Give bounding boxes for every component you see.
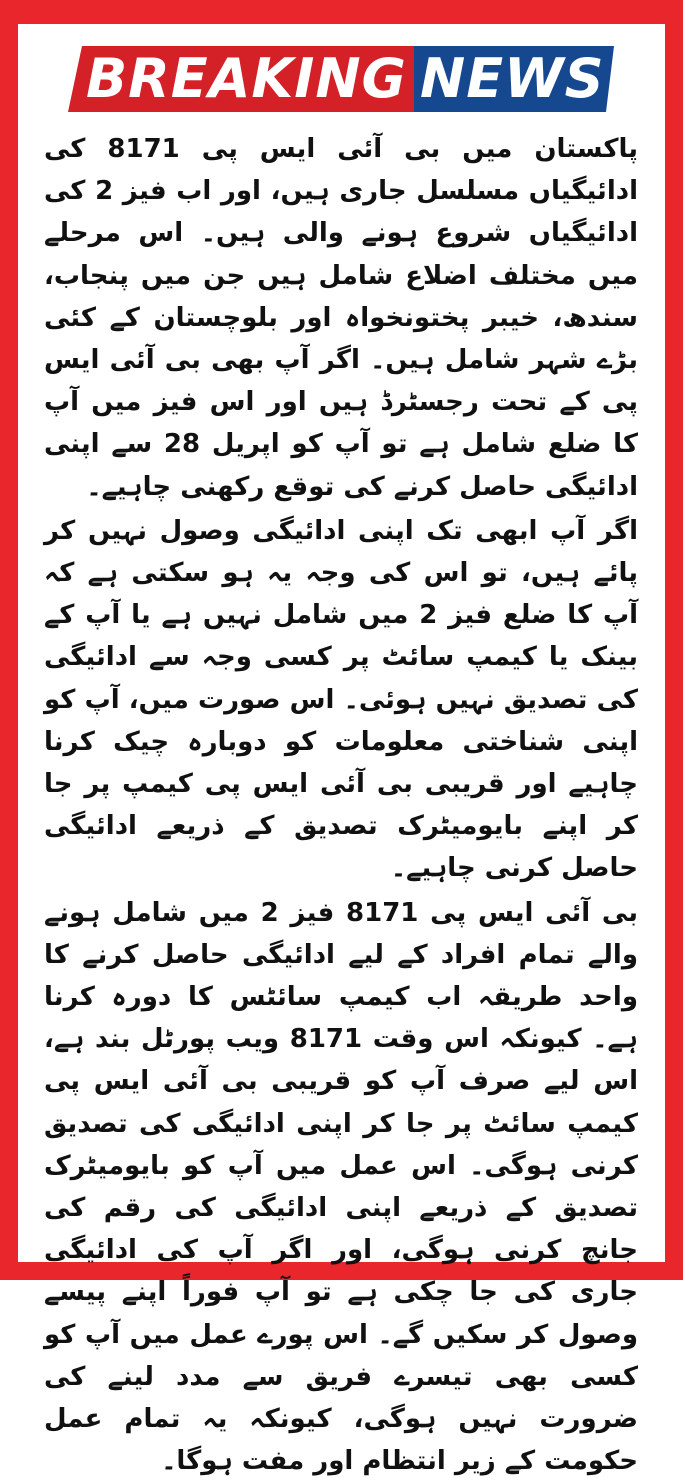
article-body — [44, 128, 639, 1477]
article-paragraph-2: اگر آپ ابھی تک اپنی ادائیگی وصول نہیں کر پائے ہیں، تو اس کی وجہ یہ ہو سکتی ہے کہ آپ کا ضلع فیز 2 میں شامل نہیں ہے یا آپ کے بینک یا کیمپ سائٹ پر کسی وجہ سے ادائیگی کی تصدیق نہیں ہوئی۔ اس صورت میں، آپ کو اپنی شناختی معلومات کو دوبارہ چیک کرنا چاہیے اور قریبی بی آئی ایس پی کیمپ پر جا کر اپنے بایومیٹرک تصدیق کے ذریعے ادائیگی حاصل کرنی چاہیے۔ — [44, 515, 638, 884]
breaking-news-banner — [68, 46, 614, 112]
article-paragraph-3: بی آئی ایس پی 8171 فیز 2 میں شامل ہونے والے تمام افراد کے لیے ادائیگی حاصل کرنے کا واحد طریقہ اب کیمپ سائٹس کا دورہ کرنا ہے۔ کیونکہ اس وقت 8171 ویب پورٹل بند ہے، اس لیے صرف آپ کو قریبی بی آئی ایس پی کیمپ سائٹ پر جا کر اپنی ادائیگی کی تصدیق کرنی ہوگی۔ اس عمل میں آپ کو بایومیٹرک تصدیق کے ذریعے اپنی ادائیگی کی رقم کی جانچ کرنی ہوگی، اور اگر آپ کی ادائیگی جاری کی جا چکی ہے تو آپ فوراً اپنے پیسے وصول کر سکیں گے۔ اس پورے عمل میں آپ کو کسی بھی تیسرے فریق سے مدد لینے کی ضرورت نہیں ہوگی، کیونکہ یہ تمام عمل حکومت کے زیر انتظام اور مفت ہوگا۔ — [44, 897, 638, 1477]
banner-word-breaking: BREAKING — [86, 47, 407, 110]
article-paragraph-1: پاکستان میں بی آئی ایس پی 8171 کی ادائیگیاں مسلسل جاری ہیں، اور اب فیز 2 کی ادائیگیاں شروع ہونے والی ہیں۔ اس مرحلے میں مختلف اضلاع شامل ہیں جن میں پنجاب، سندھ، خیبر پختونخواہ اور بلوچستان کے کئی بڑے شہر شامل ہیں۔ اگر آپ بھی بی آئی ایس پی کے تحت رجسٹرڈ ہیں اور اس فیز میں آپ کا ضلع شامل ہے تو آپ کو اپریل 28 سے اپنی ادائیگی حاصل کرنے کی توقع رکھنی چاہیے۔ — [44, 134, 639, 502]
banner-word-news: NEWS — [420, 47, 605, 110]
